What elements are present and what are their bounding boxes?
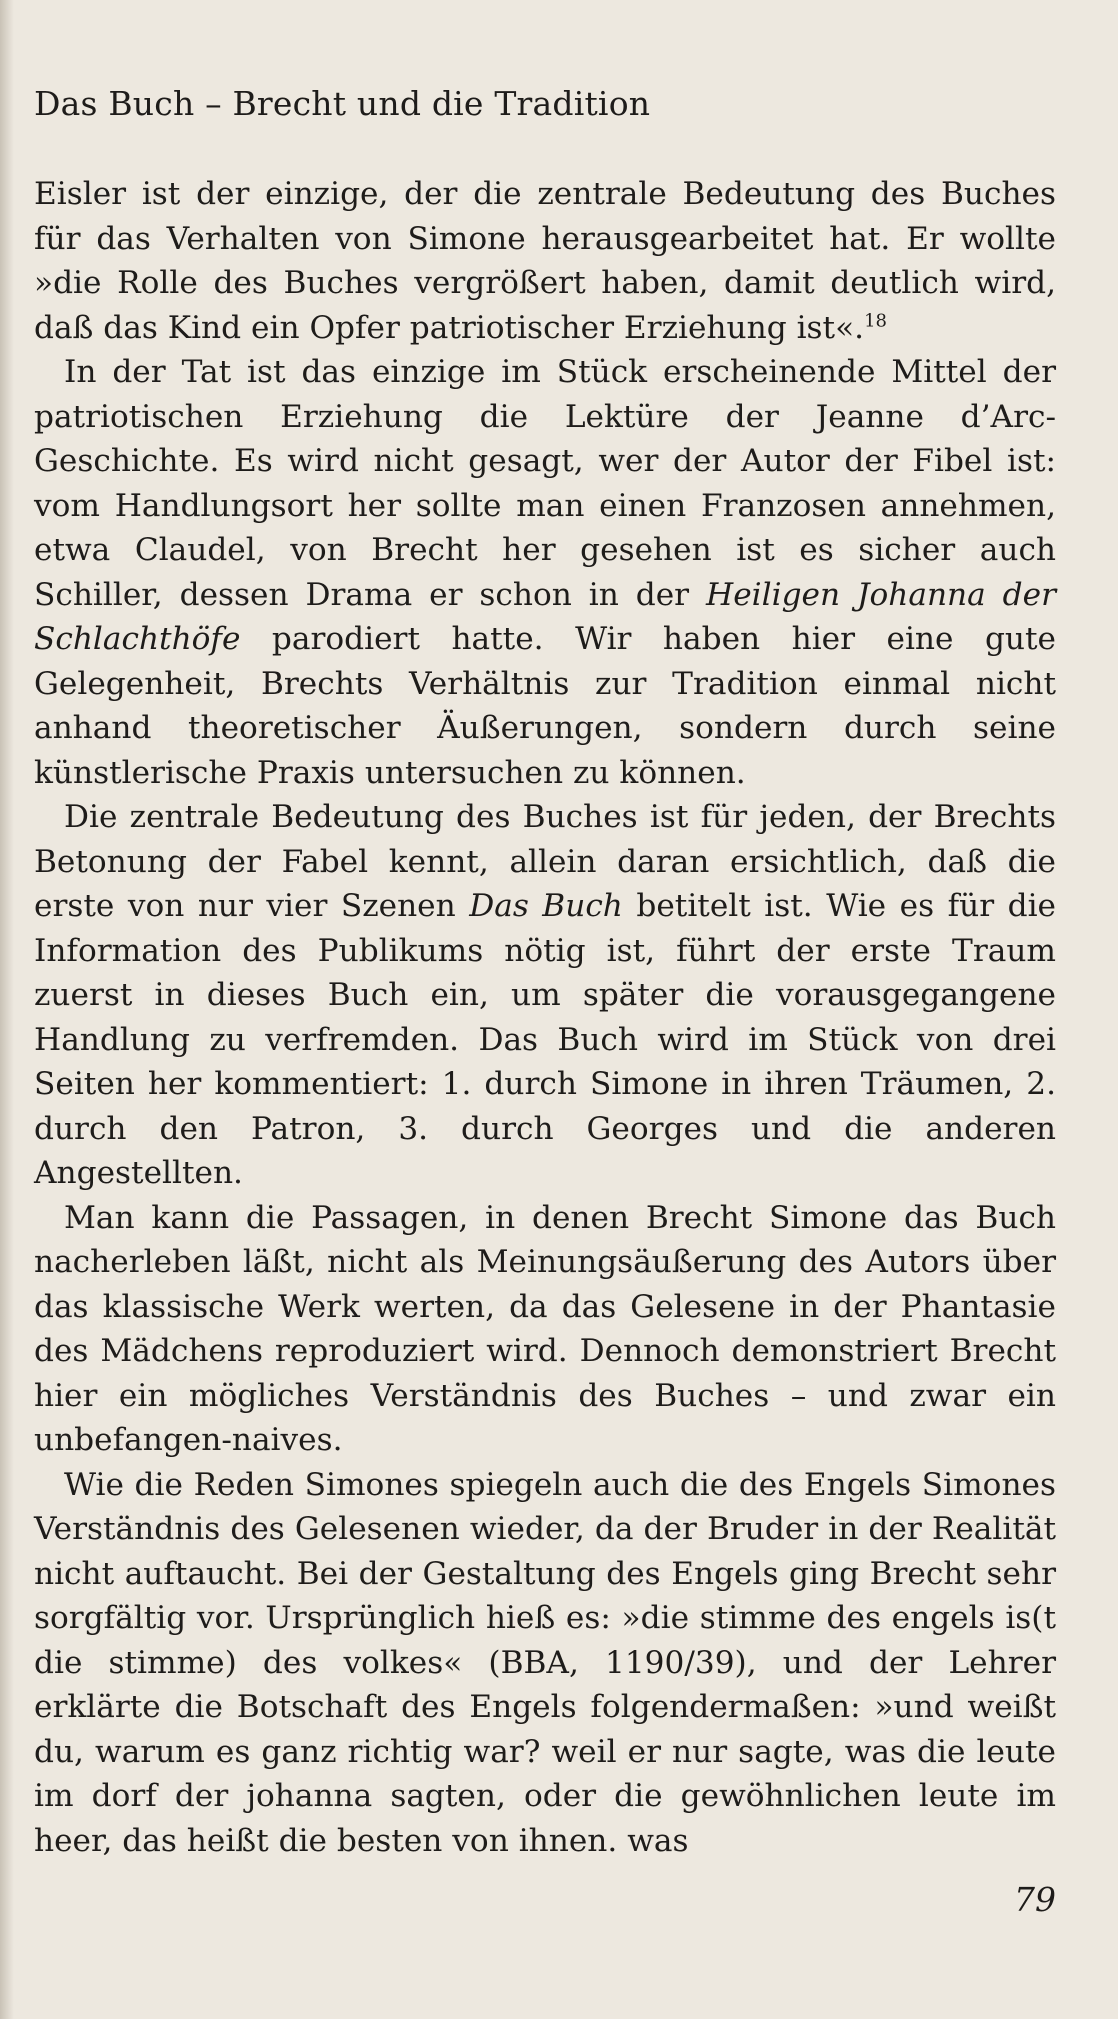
text-run: Eisler ist der einzige, der die zentrale Bedeutung des Buches für das Verhalten von Simone herausgearbeitet hat. Er wollte »die Rolle des Buches vergrößert haben, damit deutlich wird, daß das Kind ein Opfer patriotischer Erziehung ist«.: [34, 176, 1056, 346]
paragraph: [34, 795, 1056, 1196]
paragraph: [34, 1463, 1056, 1864]
text-run: Man kann die Passagen, in denen Brecht Simone das Buch nacherleben läßt, nicht als Meinungsäußerung des Autors über das klassische Werk werten, da das Gelesene in der Phantasie des Mädchens reproduziert wird. Dennoch demonstriert Brecht hier ein mögliches Verständnis des Buches – und zwar ein unbefangen-naives.: [34, 1199, 1056, 1458]
footnote-marker: 18: [864, 310, 887, 332]
italic-title: Das Buch: [469, 888, 623, 924]
paragraph: [34, 1196, 1056, 1463]
running-head: Das Buch – Brecht und die Tradition: [34, 84, 651, 123]
italic-title: Heiligen Johanna der Schlachthöfe: [34, 576, 1056, 657]
paragraph: [34, 350, 1056, 795]
text-run: parodiert hatte. Wir haben hier eine gute Gelegenheit, Brechts Verhältnis zur Tradition einmal nicht anhand theoretischer Äußerungen, sondern durch seine künstlerische Praxis untersuchen zu können.: [34, 621, 1056, 791]
body-text: [34, 172, 1056, 1863]
page-number: 79: [1014, 1880, 1056, 1919]
text-run: betitelt ist. Wie es für die Information des Publikums nötig ist, führt der erste Traum zuerst in dieses Buch ein, um später die vorausgegangene Handlung zu verfremden. Das Buch wird im Stück von drei Seiten her kommentiert: 1. durch Simone in ihren Träumen, 2. durch den Patron, 3. durch Georges und die anderen Angestellten.: [34, 888, 1056, 1191]
text-run: Die zentrale Bedeutung des Buches ist für jeden, der Brechts Betonung der Fabel kennt, allein daran ersichtlich, daß die erste von nur vier Szenen: [34, 799, 1056, 924]
binding-gutter: [0, 0, 14, 2019]
paragraph: [34, 172, 1056, 350]
text-run: In der Tat ist das einzige im Stück erscheinende Mittel der patriotischen Erziehung die Lektüre der Jeanne d’Arc-Geschichte. Es wird nicht gesagt, wer der Autor der Fibel ist: vom Handlungsort her sollte man einen Franzosen annehmen, etwa Claudel, von Brecht her gesehen ist es sicher auch Schiller, dessen Drama er schon in der: [34, 354, 1056, 613]
text-run: Wie die Reden Simones spiegeln auch die des Engels Simones Verständnis des Gelesenen wieder, da der Bruder in der Realität nicht auftaucht. Bei der Gestaltung des Engels ging Brecht sehr sorgfältig vor. Ursprünglich hieß es: »die stimme des engels is(t die stimme) des volkes« (BBA, 1190/39), und der Lehrer erklärte die Botschaft des Engels folgendermaßen: »und weißt du, warum es ganz richtig war? weil er nur sagte, was die leute im dorf der johanna sagten, oder die gewöhnlichen leute im heer, das heißt die besten von ihnen. was: [34, 1466, 1056, 1859]
